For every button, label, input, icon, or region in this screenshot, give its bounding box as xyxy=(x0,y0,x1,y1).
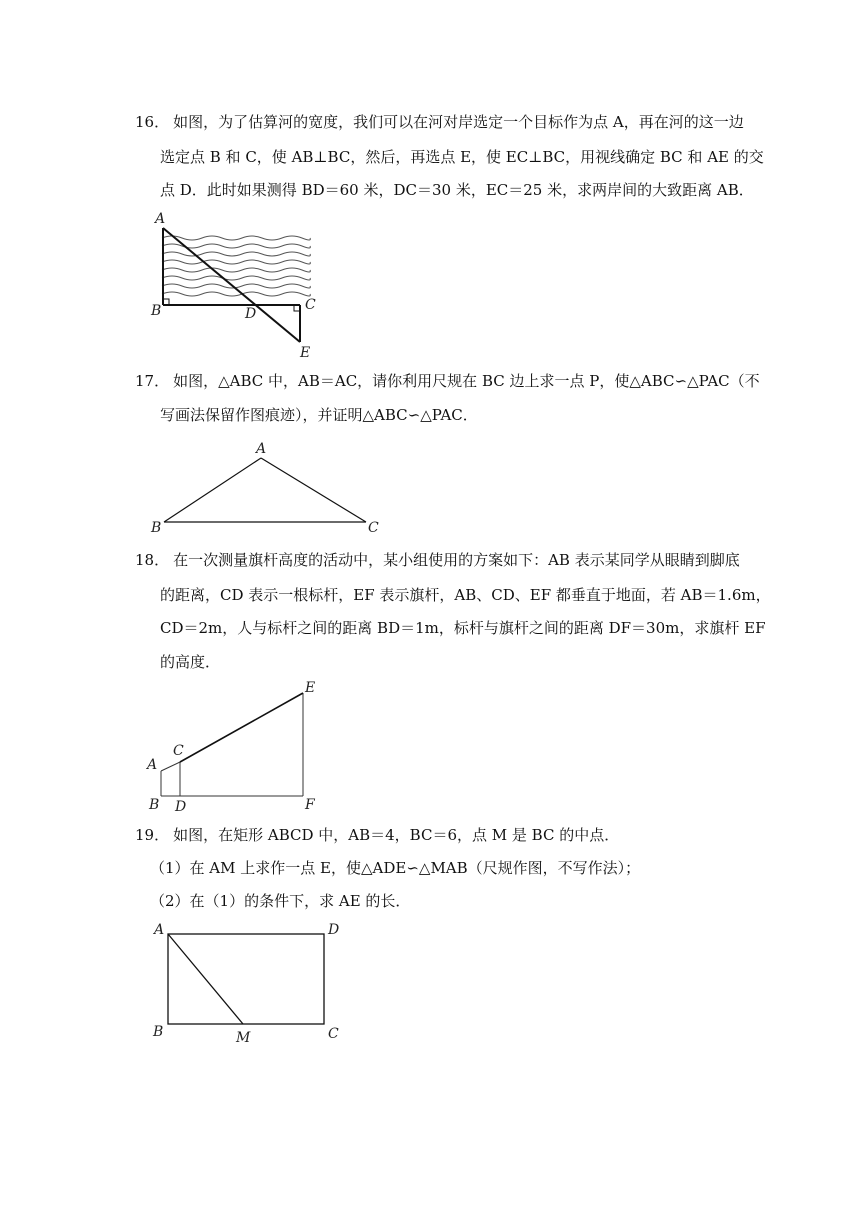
q17-label-b: B xyxy=(151,520,162,536)
segment-ac xyxy=(161,762,180,771)
q18-line-4: 的高度． xyxy=(160,653,221,671)
segment-ab xyxy=(164,458,261,522)
sight-line-ce xyxy=(180,693,303,762)
q16-number: 16． xyxy=(135,113,170,131)
q16-label-a: A xyxy=(155,211,166,227)
q16-label-d: D xyxy=(245,306,257,322)
q17-label-c: C xyxy=(368,520,379,536)
q19-line-1 xyxy=(135,825,619,845)
q19-line-2: （1）在 AM 上求作一点 E，使△ADE∽△MAB（尺规作图，不写作法）； xyxy=(150,859,641,877)
q18-label-b: B xyxy=(149,797,160,813)
q16-label-c: C xyxy=(305,297,316,313)
q17-label-a: A xyxy=(256,441,267,457)
q16-text-1: 如图，为了估算河的宽度，我们可以在河对岸选定一个目标作为点 A，再在河的这一边 xyxy=(173,113,744,131)
q17-diagram xyxy=(148,440,388,535)
q17-number: 17． xyxy=(135,372,170,390)
q19-label-a: A xyxy=(154,922,165,938)
q19-label-b: B xyxy=(153,1024,164,1040)
q18-number: 18． xyxy=(135,551,170,569)
q16-diagram xyxy=(150,212,320,362)
q19-label-d: D xyxy=(328,922,340,938)
q16-line-2: 选定点 B 和 C，使 AB⊥BC，然后，再选点 E，使 EC⊥BC，用视线确定 BC 和 AE 的交 xyxy=(160,148,764,166)
q18-label-a: A xyxy=(147,757,158,773)
q18-line-3: CD＝2m，人与标杆之间的距离 BD＝1m，标杆与旗杆之间的距离 DF＝30m，求旗杆 EF xyxy=(160,619,766,637)
q19-label-c: C xyxy=(328,1026,339,1042)
q19-number: 19． xyxy=(135,826,170,844)
q18-label-d: D xyxy=(175,799,187,815)
q18-diagram xyxy=(145,678,330,813)
q19-text-1: 如图，在矩形 ABCD 中，AB＝4，BC＝6，点 M 是 BC 的中点． xyxy=(173,826,620,844)
q18-figure xyxy=(145,678,330,813)
q19-figure xyxy=(148,918,348,1050)
q16-label-e: E xyxy=(300,345,311,361)
q18-line-1 xyxy=(135,550,740,570)
q19-label-m: M xyxy=(236,1030,251,1046)
q19-line-3: （2）在（1）的条件下，求 AE 的长． xyxy=(150,892,411,910)
segment-ae xyxy=(163,228,300,342)
q18-label-e: E xyxy=(305,680,316,696)
q17-line-1 xyxy=(135,371,760,391)
q17-line-2: 写画法保留作图痕迹），并证明△ABC∽△PAC． xyxy=(160,406,478,424)
q16-line-3: 点 D．此时如果测得 BD＝60 米，DC＝30 米，EC＝25 米，求两岸间的大致距离 AB． xyxy=(160,181,754,199)
q17-text-1: 如图，△ABC 中，AB＝AC，请你利用尺规在 BC 边上求一点 P，使△ABC∽△PAC（不 xyxy=(173,372,760,390)
q18-label-c: C xyxy=(173,743,184,759)
q18-text-1: 在一次测量旗杆高度的活动中，某小组使用的方案如下：AB 表示某同学从眼睛到脚底 xyxy=(173,551,740,569)
q17-figure xyxy=(148,440,388,535)
q16-figure xyxy=(150,212,320,362)
q16-line-1 xyxy=(135,112,744,132)
q18-label-f: F xyxy=(305,797,315,813)
rectangle-abcd xyxy=(168,934,324,1024)
segment-ac xyxy=(261,458,366,522)
q19-diagram xyxy=(148,918,348,1050)
q18-line-2: 的距离，CD 表示一根标杆，EF 表示旗杆，AB、CD、EF 都垂直于地面，若 AB＝1.6m， xyxy=(160,586,771,604)
q16-label-b: B xyxy=(151,303,162,319)
segment-am xyxy=(168,934,243,1024)
